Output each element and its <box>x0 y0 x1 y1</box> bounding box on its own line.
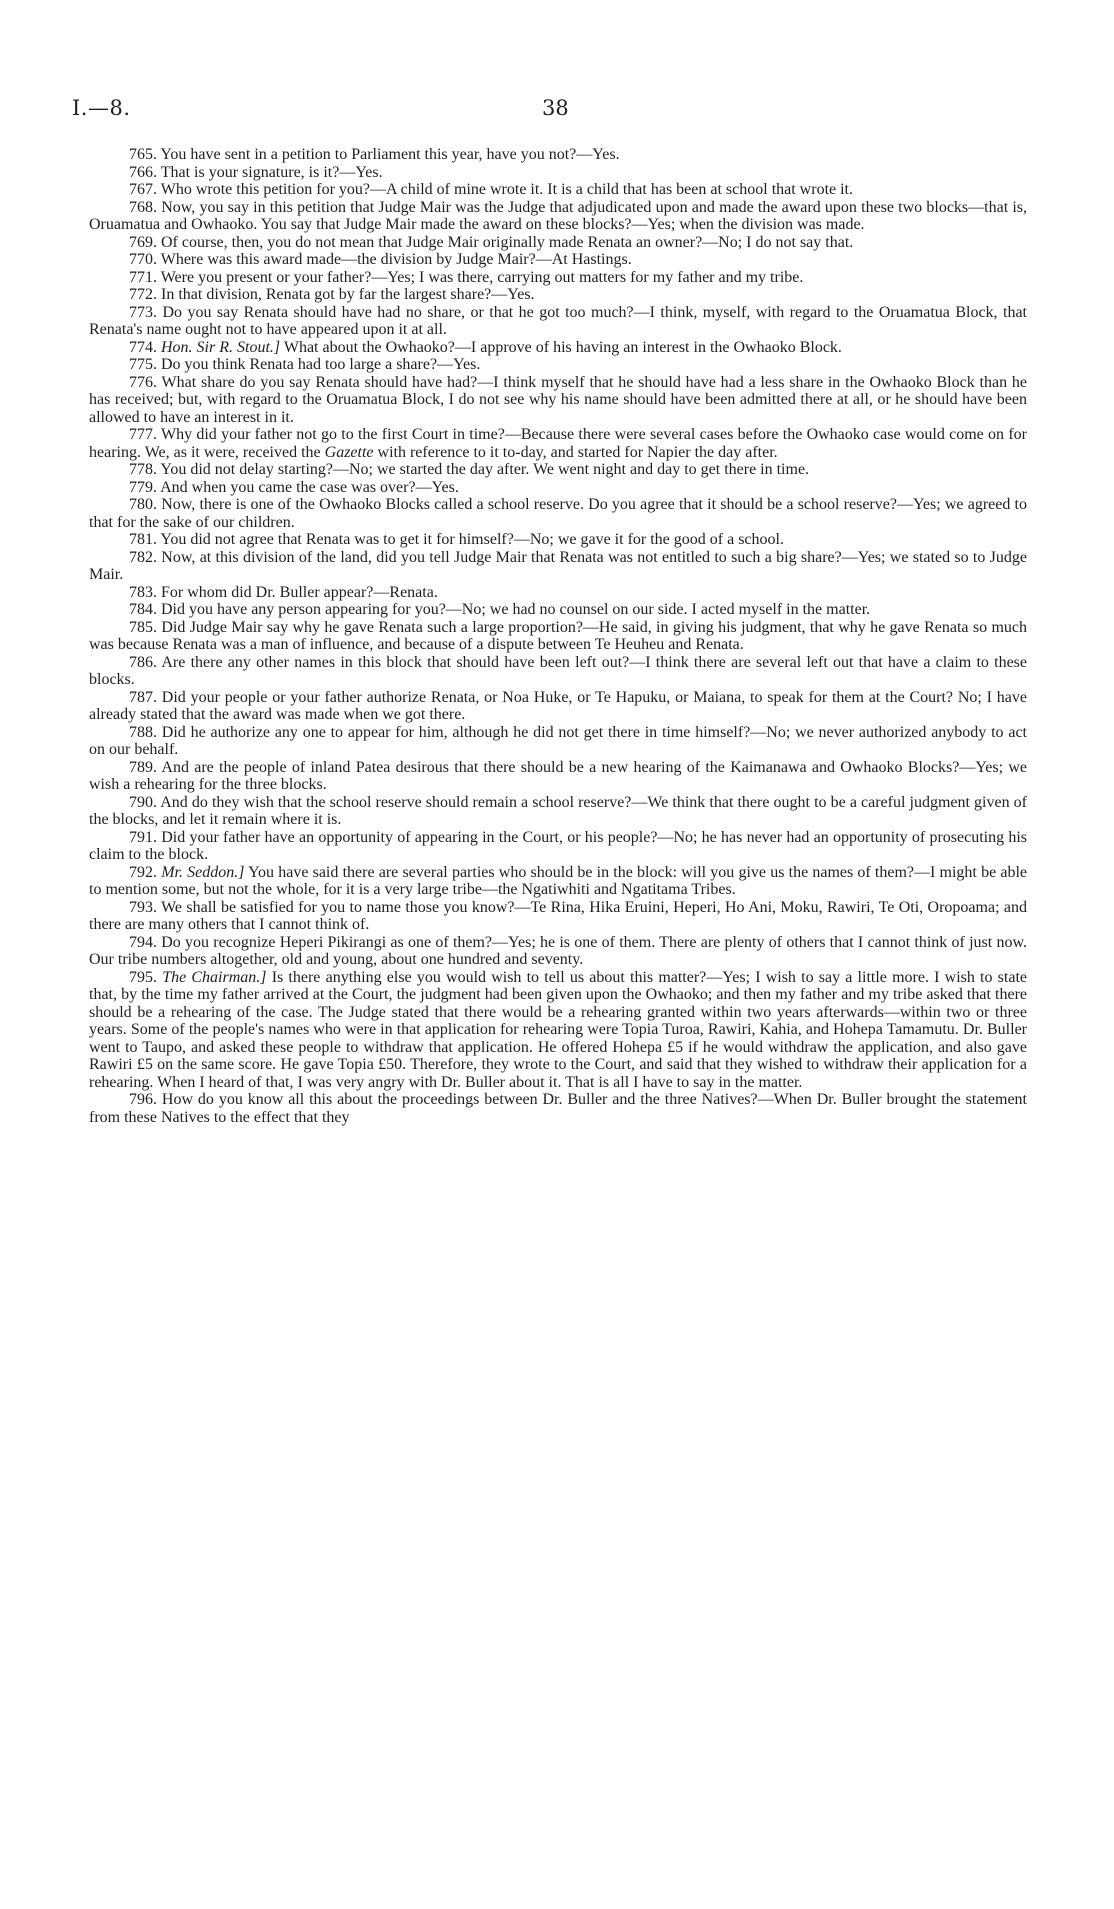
paragraph-text: 787. Did your people or your father authorize Renata, or Noa Huke, or Te Hapuku, or Maiana, to speak for them at the Court? No; I have already stated that the award was made when we got there. <box>89 688 1027 723</box>
paragraph-text: 771. Were you present or your father?—Yes; I was there, carrying out matters for my father and my tribe. <box>129 268 804 286</box>
question-791 <box>89 829 1027 864</box>
paragraph-text: 769. Of course, then, you do not mean that Judge Mair originally made Renata an owner?—No; I do not say that. <box>129 233 854 251</box>
question-787 <box>89 689 1027 724</box>
question-774 <box>89 339 1027 357</box>
paragraph-text: 790. And do they wish that the school reserve should remain a school reserve?—We think that there ought to be a careful judgment given of the blocks, and let it remain where it is. <box>89 793 1027 828</box>
question-789 <box>89 759 1027 794</box>
question-769 <box>89 234 1027 252</box>
paragraph-text: 794. Do you recognize Heperi Pikirangi as one of them?—Yes; he is one of them. There are plenty of others that I cannot think of just now. Our tribe numbers altogether, old and young, about one hundred and seventy. <box>89 933 1027 968</box>
question-782 <box>89 549 1027 584</box>
question-784 <box>89 601 1027 619</box>
paragraph-text: 793. We shall be satisfied for you to name those you know?—Te Rina, Hika Eruini, Heperi, Ho Ani, Moku, Rawiri, Te Oti, Oropoama; and there are many others that I cannot think of. <box>89 898 1027 933</box>
question-777 <box>89 426 1027 461</box>
paragraph-text: 770. Where was this award made—the division by Judge Mair?—At Hastings. <box>129 251 632 268</box>
question-795 <box>89 969 1027 1092</box>
question-768 <box>89 199 1027 234</box>
gazette-italic: Gazette <box>324 443 374 461</box>
paragraph-number: 792. <box>129 863 162 881</box>
document-reference: I.—8. <box>72 96 131 120</box>
paragraph-text: Is there anything else you would wish to tell us about this matter?—Yes; I wish to say a little more. I wish to state that, by the time my father arrived at the Court, the judgment had been given upon the Owhaoko; and then my father and my tribe asked that there should be a rehearing of the case. The Judge stated that there would be a rehearing granted within two years afterwards—within two or three years. Some of the people's names who were in that application for rehearing were Topia Turoa, Rawiri, Kahia, and Hohepa Tamamutu. Dr. Buller went to Taupo, and asked these people to withdraw that application. He offered Hohepa £5 if he would withdraw the application, and also gave Rawiri £5 on the same score. He gave Topia £50. Therefore, they wrote to the Court, and said that they wished to withdraw their application for a rehearing. When I heard of that, I was very angry with Dr. Buller about it. That is all I have to say in the matter. <box>89 968 1028 1091</box>
paragraph-number: 774. <box>129 338 161 356</box>
paragraph-text: 788. Did he authorize any one to appear for him, although he did not get there in time himself?—No; we never authorized anybody to act on our behalf. <box>89 723 1027 758</box>
paragraph-text: 780. Now, there is one of the Owhaoko Blocks called a school reserve. Do you agree that it should be a school reserve?—Yes; we agreed to that for the sake of our children. <box>89 496 1027 531</box>
paragraph-text: 796. How do you know all this about the proceedings between Dr. Buller and the three Natives?—When Dr. Buller brought the statement from these Natives to the effect that they <box>89 1091 1027 1126</box>
paragraph-number: 795. <box>129 968 163 986</box>
question-770 <box>89 251 1027 269</box>
evidence-transcript <box>89 146 1027 1126</box>
speaker-label: Mr. Seddon.] <box>161 863 245 881</box>
paragraph-text: 775. Do you think Renata had too large a share?—Yes. <box>129 356 481 373</box>
question-767 <box>89 181 1027 199</box>
speaker-label: The Chairman.] <box>162 968 267 986</box>
question-776 <box>89 374 1027 427</box>
page-number: 38 <box>542 96 569 120</box>
paragraph-text: 786. Are there any other names in this block that should have been left out?—I think there are several left out that have a claim to these blocks. <box>89 653 1027 688</box>
question-788 <box>89 724 1027 759</box>
question-771 <box>89 269 1027 287</box>
page-header <box>72 96 1032 126</box>
paragraph-text: 781. You did not agree that Renata was to get it for himself?—No; we gave it for the good of a school. <box>129 531 784 548</box>
paragraph-text: 776. What share do you say Renata should have had?—I think myself that he should have had a less share in the Owhaoko Block than he has received; but, with regard to the Oruamatua Block, I do not see why his name should have been admitted there at all, or he should have been allowed to have an interest in it. <box>89 373 1027 426</box>
paragraph-text: 772. In that division, Renata got by far the largest share?—Yes. <box>129 286 535 303</box>
speaker-label: Hon. Sir R. Stout.] <box>161 338 281 356</box>
paragraph-text: 785. Did Judge Mair say why he gave Renata such a large proportion?—He said, in giving his judgment, that why he gave Renata so much was because Renata was a man of influence, and because of a dispute between Te Heuheu and Renata. <box>89 618 1027 653</box>
paragraph-text: 768. Now, you say in this petition that Judge Mair was the Judge that adjudicated upon and made the award upon these two blocks—that is, Oruamatua and Owhaoko. You say that Judge Mair made the award on these blocks?—Yes; when the division was made. <box>89 198 1027 233</box>
question-783 <box>89 584 1027 602</box>
paragraph-text: 777. Why did your father not go to the first Court in time?—Because there were several cases before the Owhaoko case would come on for hearing. We, as it were, received the Gazette with reference to it to-day, and started for Napier the day after. <box>89 426 1027 461</box>
question-781 <box>89 531 1027 549</box>
paragraph-text: 767. Who wrote this petition for you?—A child of mine wrote it. It is a child that has been at school that wrote it. <box>129 181 853 198</box>
paragraph-text: What about the Owhaoko?—I approve of his having an interest in the Owhaoko Block. <box>283 338 842 356</box>
paragraph-text: 778. You did not delay starting?—No; we started the day after. We went night and day to get there in time. <box>129 461 810 478</box>
question-785 <box>89 619 1027 654</box>
question-792 <box>89 864 1027 899</box>
question-772 <box>89 286 1027 304</box>
question-779 <box>89 479 1027 497</box>
paragraph-text: 783. For whom did Dr. Buller appear?—Renata. <box>129 583 438 601</box>
question-780 <box>89 496 1027 531</box>
paragraph-text: 765. You have sent in a petition to Parliament this year, have you not?—Yes. <box>129 146 620 163</box>
paragraph-text: 784. Did you have any person appearing for you?—No; we had no counsel on our side. I acted myself in the matter. <box>129 601 871 618</box>
question-775 <box>89 356 1027 374</box>
question-796 <box>89 1091 1027 1126</box>
question-786 <box>89 654 1027 689</box>
paragraph-text: 773. Do you say Renata should have had no share, or that he got too much?—I think, myself, with regard to the Oruamatua Block, that Renata's name ought not to have appeared upon it at all. <box>89 303 1027 338</box>
question-794 <box>89 934 1027 969</box>
question-766 <box>89 164 1027 182</box>
question-778 <box>89 461 1027 479</box>
paragraph-text: 789. And are the people of inland Patea desirous that there should be a new hearing of the Kaimanawa and Owhaoko Blocks?—Yes; we wish a rehearing for the three blocks. <box>89 758 1027 793</box>
question-790 <box>89 794 1027 829</box>
paragraph-text: 766. That is your signature, is it?—Yes. <box>129 163 383 181</box>
paragraph-text: You have said there are several parties who should be in the block: will you give us the names of them?—I might be able to mention some, but not the whole, for it is a very large tribe—the Ngatiwhiti and Ngatitama Tribes. <box>89 863 1028 898</box>
paragraph-text: 782. Now, at this division of the land, did you tell Judge Mair that Renata was not entitled to such a big share?—Yes; we stated so to Judge Mair. <box>89 548 1027 583</box>
paragraph-text: 779. And when you came the case was over?—Yes. <box>129 478 459 496</box>
question-765 <box>89 146 1027 164</box>
question-793 <box>89 899 1027 934</box>
question-773 <box>89 304 1027 339</box>
paragraph-text: 791. Did your father have an opportunity of appearing in the Court, or his people?—No; he has never had an opportunity of prosecuting his claim to the block. <box>89 828 1027 863</box>
